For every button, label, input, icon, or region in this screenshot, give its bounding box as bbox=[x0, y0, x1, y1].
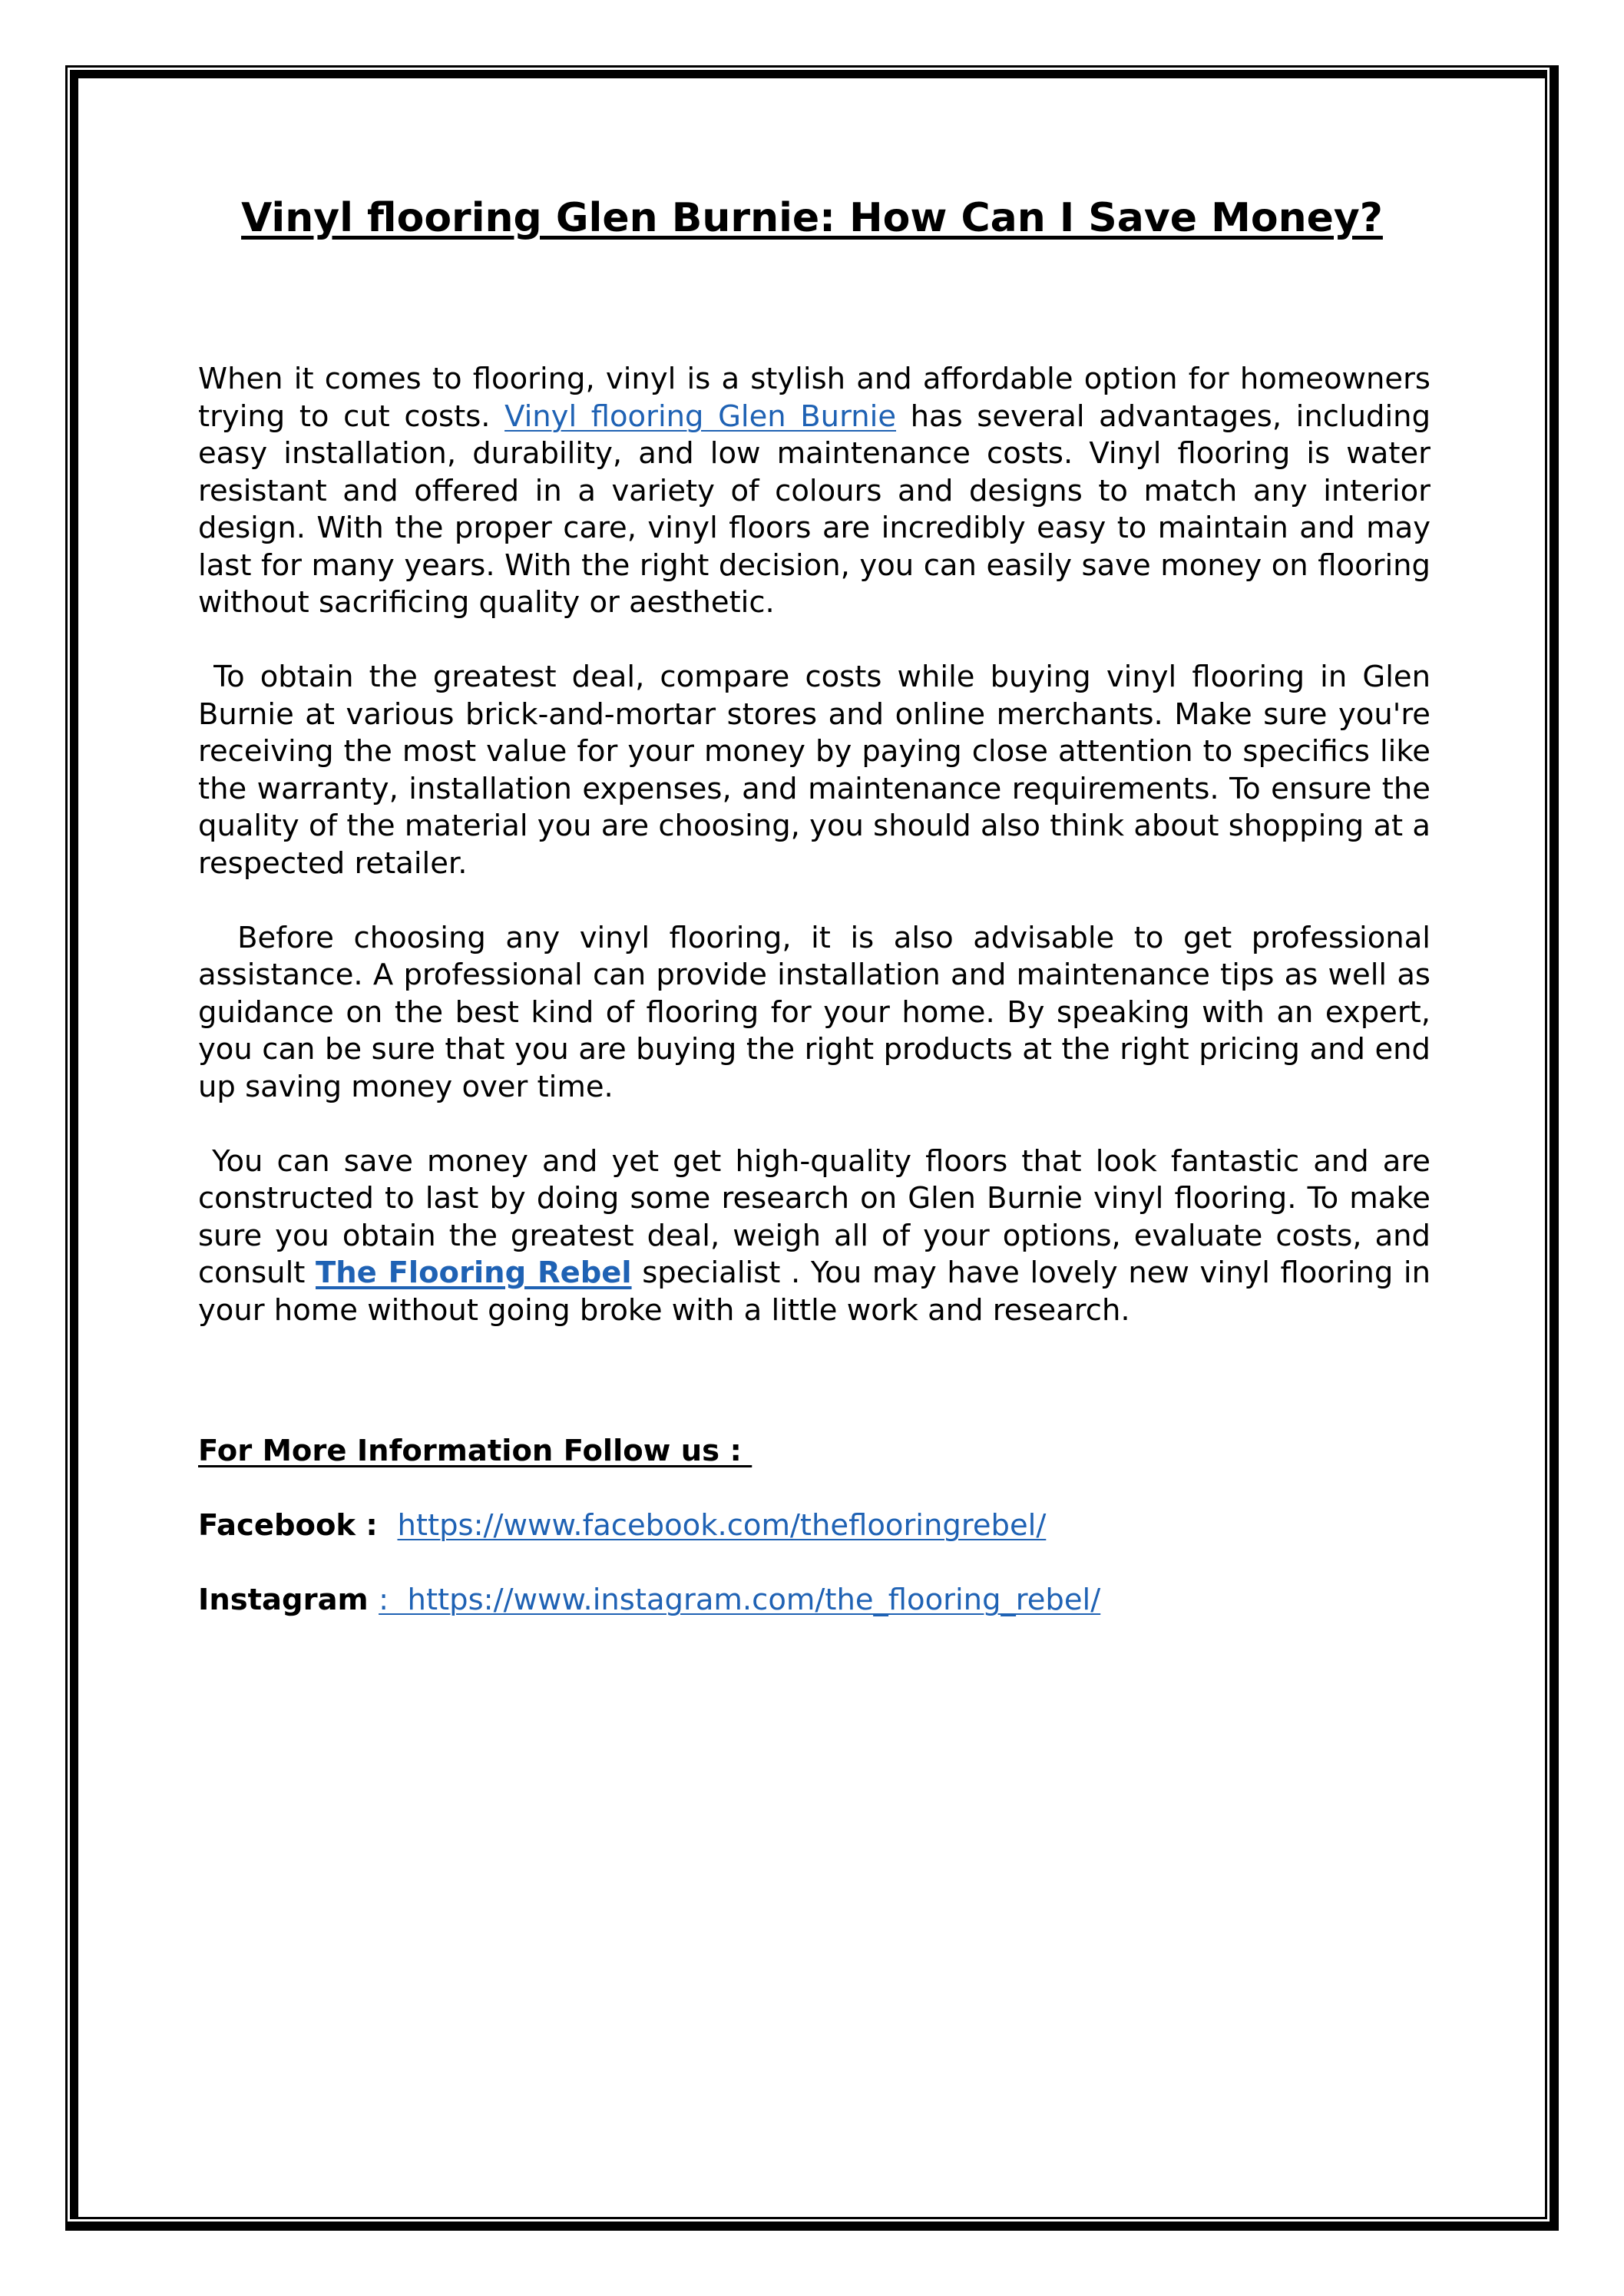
article-body bbox=[198, 361, 1431, 1367]
follow-us-heading-row bbox=[198, 1433, 1431, 1471]
instagram-label: Instagram bbox=[198, 1583, 379, 1617]
paragraph-indent bbox=[198, 1144, 212, 1179]
follow-us-heading: For More Information Follow us : bbox=[198, 1434, 752, 1468]
vinyl-flooring-glen-burnie-link[interactable]: Vinyl flooring Glen Burnie bbox=[504, 399, 897, 434]
paragraph-intro bbox=[198, 361, 1431, 622]
paragraph-professional-help-text: Before choosing any vinyl flooring, it is also advisable to get professional assistance. A professional can provide installation and maintenance tips as well as guidance on the best kind of flooring for your home. By speaking with an expert, you can be sure that you are buying the right products at the right pricing and end up saving money over time. bbox=[198, 920, 1431, 1104]
paragraph-indent bbox=[198, 921, 237, 955]
paragraph-professional-help bbox=[198, 920, 1431, 1107]
paragraph-intro-text-start: When it comes to flooring, vinyl is a stylish and affordable option for homeowners trying to cut costs. bbox=[198, 362, 1431, 434]
facebook-link[interactable]: https://www.facebook.com/theflooringrebel/ bbox=[397, 1508, 1047, 1543]
facebook-label: Facebook : bbox=[198, 1508, 389, 1543]
paragraph-compare-costs-text: To obtain the greatest deal, compare costs while buying vinyl flooring in Glen Burnie at various brick-and-mortar stores and online merchants. Make sure you're receiving the most value for your money by paying close attention to specifics like the warranty, installation expenses, and maintenance requirements. To ensure the quality of the material you are choosing, you should also think about shopping at a respected retailer. bbox=[198, 660, 1431, 881]
paragraph-conclusion bbox=[198, 1143, 1431, 1330]
the-flooring-rebel-link[interactable]: The Flooring Rebel bbox=[316, 1256, 632, 1290]
page-title: Vinyl flooring Glen Burnie: How Can I Save Money? bbox=[241, 195, 1383, 241]
instagram-link[interactable]: : https://www.instagram.com/the_flooring_rebel/ bbox=[379, 1583, 1101, 1617]
paragraph-intro-text-end: has several advantages, including easy installation, durability, and low maintenance costs. Vinyl flooring is water resistant and offered in a variety of colours and designs to match any interior design. With the proper care, vinyl floors are incredibly easy to maintain and may last for many years. With the right decision, you can easily save money on flooring without sacrificing quality or aesthetic. bbox=[198, 399, 1431, 620]
facebook-row bbox=[198, 1507, 1431, 1545]
paragraph-compare-costs bbox=[198, 659, 1431, 882]
follow-us-section bbox=[198, 1433, 1431, 1656]
paragraph-indent bbox=[198, 660, 213, 694]
paragraph-conclusion-text-end: specialist . You may have lovely new vinyl flooring in your home without going broke with a little work and research. bbox=[198, 1256, 1431, 1328]
instagram-row bbox=[198, 1582, 1431, 1619]
paragraph-conclusion-text-start: You can save money and yet get high-quality floors that look fantastic and are constructed to last by doing some research on Glen Burnie vinyl flooring. To make sure you obtain the greatest deal, weigh all of your options, evaluate costs, and consult bbox=[198, 1143, 1431, 1290]
